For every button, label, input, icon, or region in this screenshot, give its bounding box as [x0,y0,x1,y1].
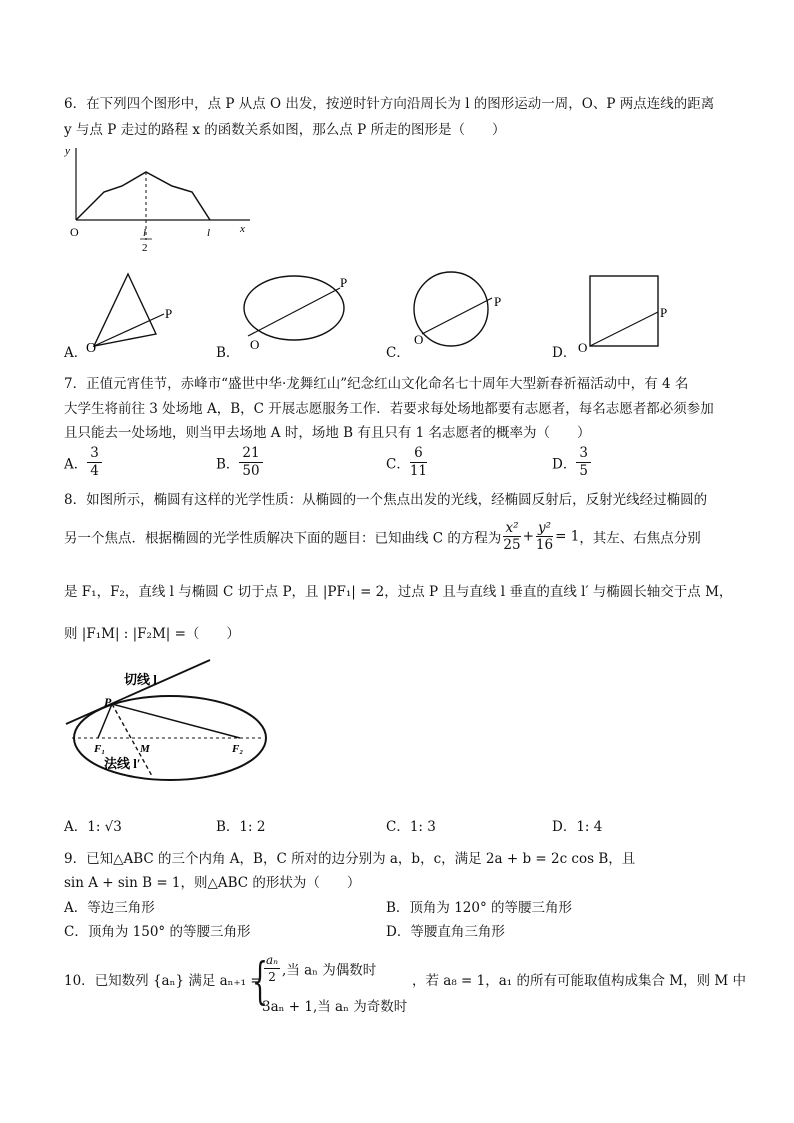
q8-option-d: D．1: 4 [552,819,603,835]
tangent-label: 切线 l [124,672,157,687]
q6-line-1: 6．在下列四个图形中，点 P 从点 O 出发，按逆时针方向沿周长为 l 的图形运动一周，O、P 两点连线的距离 [64,96,715,112]
q6-option-b-ellipse [240,268,360,354]
svg-text:P: P [494,294,502,309]
graph-origin: O [70,225,79,239]
q8-line-4: 则 |F₁M| : |F₂M| =（ ） [64,626,240,642]
q10-brace: { [252,952,268,1010]
q9-line-1: 9．已知△ABC 的三个内角 A，B，C 所对的边分别为 a，b，c，满足 2a + b = 2c cos B，且 [64,851,636,867]
q7-option-a: A． $\frac{3}{4}$ [64,445,102,480]
q10-suffix: ，若 a₈ = 1，a₁ 的所有可能取值构成集合 M，则 M 中 [412,973,747,989]
svg-text:F₂: F₂ [232,743,244,755]
q6-option-d-letter: D． [552,345,577,361]
q7-line-3: 且只能去一处场地，则当甲去场地 A 时，场地 B 有且只有 1 名志愿者的概率为（ ） [64,425,591,441]
svg-text:O: O [578,340,588,354]
graph-end-l: l [207,227,211,239]
svg-text:F₁: F₁ [94,743,106,755]
normal-label: 法线 l′ [104,756,141,771]
q6-option-a-triangle [86,270,186,354]
q6-function-graph [60,142,260,260]
q6-option-c-circle [408,268,508,354]
q8-option-c: C．1: 3 [386,819,436,835]
q9-option-d: D．等腰直角三角形 [386,924,505,940]
q6-option-d-square [576,270,676,354]
q10-prefix: 10．已知数列 {aₙ} 满足 aₙ₊₁ = [64,973,262,989]
q8-line-2: 另一个焦点．根据椭圆的光学性质解决下面的题目：已知曲线 C 的方程为 $\frac{\text{x²}}{25}$ + $\frac{\text{y²}}{16}$ = 1，其左、右焦点分别 [64,520,701,553]
graph-half-num: l [143,227,147,239]
q8-option-a: A．1: √3 [64,819,122,835]
svg-text:M: M [140,743,150,755]
svg-text:O: O [86,341,97,354]
q7-option-b: B． $\frac{21}{50}$ [216,445,263,480]
graph-x-label: x [240,223,245,235]
q9-option-b: B．顶角为 120° 的等腰三角形 [386,900,573,916]
q8-line-1: 8．如图所示，椭圆有这样的光学性质：从椭圆的一个焦点出发的光线，经椭圆反射后，反射光线经过椭圆的 [64,492,708,508]
graph-y-label: y [65,145,70,157]
svg-text:P: P [660,305,668,320]
svg-text:P: P [104,695,112,709]
q9-line-2: sin A + sin B = 1，则△ABC 的形状为（ ） [64,875,361,891]
q6-line-2: y 与点 P 走过的路程 x 的函数关系如图，那么点 P 所走的图形是（ ） [64,122,506,138]
q8-line-3: 是 F₁，F₂，直线 l 与椭圆 C 切于点 P，且 |PF₁| = 2，过点 P 且与直线 l 垂直的直线 l′ 与椭圆长轴交于点 M， [64,584,733,600]
q10-case-2: 3aₙ + 1,当 aₙ 为奇数时 [262,999,408,1015]
q6-option-c-letter: C． [386,345,410,361]
svg-text:O: O [414,332,424,347]
q9-option-c: C．顶角为 150° 的等腰三角形 [64,924,251,940]
q7-option-c: C． $\frac{6}{11}$ [386,445,428,479]
q7-option-d: D． $\frac{3}{5}$ [552,445,591,480]
q7-line-2: 大学生将前往 3 处场地 A，B，C 开展志愿服务工作．若要求每处场地都要有志愿者，每名志愿者都必须参加 [64,401,714,417]
q9-option-a: A．等边三角形 [64,900,155,916]
q8-ellipse-figure [64,654,284,782]
q6-option-b-letter: B． [216,345,240,361]
svg-text:O: O [250,337,260,352]
svg-text:P: P [340,275,348,290]
graph-half-den: 2 [142,242,148,254]
svg-text:P: P [165,306,173,321]
q10-case-1: $\frac{\text{aₙ}}{2}$ ,当 aₙ 为偶数时 [266,953,377,984]
q7-line-1: 7．正值元宵佳节，赤峰市“盛世中华·龙舞红山”纪念红山文化命名七十周年大型新春祈福活动中，有 4 名 [64,376,689,392]
q8-option-b: B．1: 2 [216,819,266,835]
q6-option-a-letter: A． [64,345,88,361]
